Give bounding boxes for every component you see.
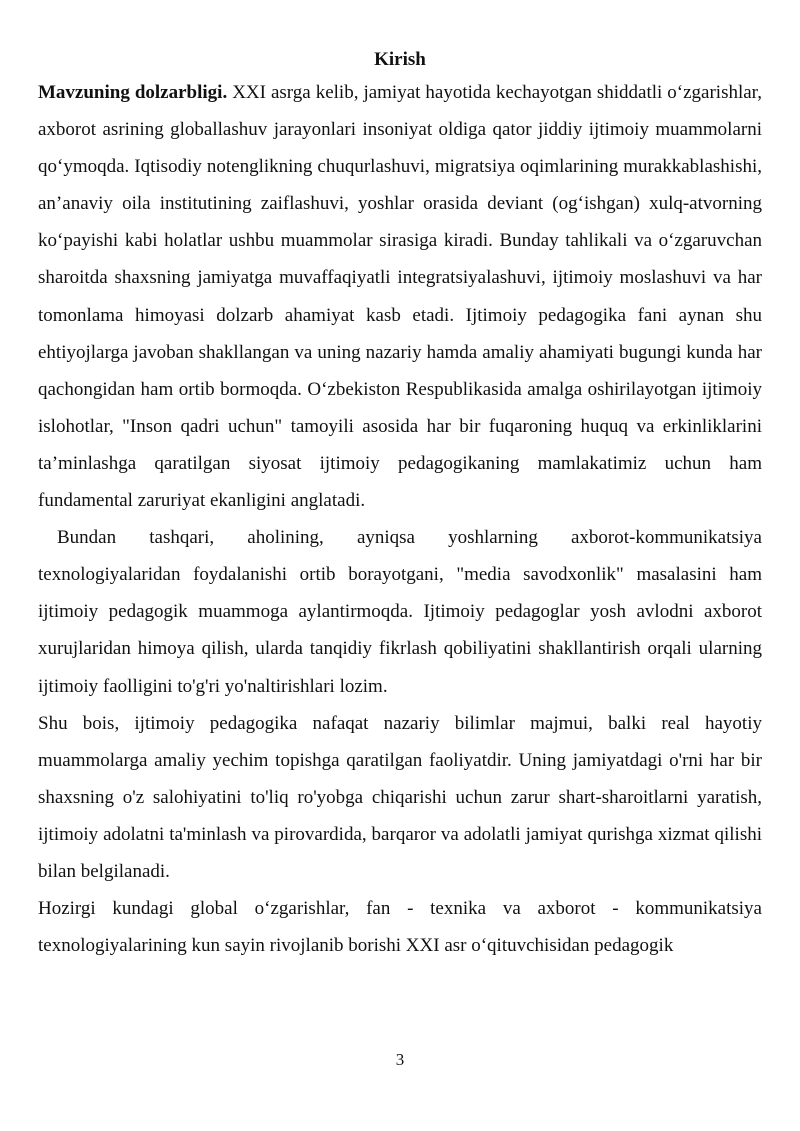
paragraph-social-pedagogy-role: Shu bois, ijtimoiy pedagogika nafaqat nazariy bilimlar majmui, balki real hayotiy muammolarga amaliy yechim topishga qaratilgan faoliyatdir. Uning jamiyatdagi o'rni har bir shaxsning o'z salohiyatini to'liq ro'yobga chiqarishi uchun zarur shart-sharoitlarni yaratish, ijtimoiy adolatni ta'minlash va pirovardida, barqaror va adolatli jamiyat qurishga xizmat qilishi bilan belgilanadi. xyxy=(38,712,762,882)
paragraph-global-changes: Hozirgi kundagi global oʻzgarishlar, fan - texnika va axborot - kommunikatsiya texnologiyalarining kun sayin rivojlanib borishi XXI asr oʻqituvchisidan pedagogik xyxy=(38,898,762,957)
paragraph-relevance xyxy=(38,74,762,519)
paragraph-text: XXI asrga kelib, jamiyat hayotida kechayotgan shiddatli oʻzgarishlar, axborot asrining globallashuv jarayonlari insoniyat oldiga qator jiddiy ijtimoiy muammolarni qoʻymoqda. Iqtisodiy notenglikning chuqurlashuvi, migratsiya oqimlarining murakkablashishi, an’anaviy oila institutining zaiflashuvi, yoshlar orasida deviant (ogʻishgan) xulq-atvorning koʻpayishi kabi holatlar ushbu muammolar sirasiga kiradi. Bunday tahlikali va oʻzgaruvchan sharoitda shaxsning jamiyatga muvaffaqiyatli integratsiyalashuvi, ijtimoiy moslashuvi va har tomonlama himoyasi dolzarb ahamiyat kasb etadi. Ijtimoiy pedagogika fani aynan shu ehtiyojlarga javoban shakllangan va uning nazariy hamda amaliy ahamiyati bugungi kunda har qachongidan ham ortib bormoqda. Oʻzbekiston Respublikasida amalga oshirilayotgan ijtimoiy islohotlar, "Inson qadri uchun" tamoyili asosida har bir fuqaroning huquq va erkinliklarini ta’minlashga qaratilgan siyosat ijtimoiy pedagogikaning mamlakatimiz uchun ham fundamental zaruriyat ekanligini anglatadi. xyxy=(38,82,762,512)
section-heading: Kirish xyxy=(374,49,426,70)
paragraph-media-literacy: Bundan tashqari, aholining, ayniqsa yoshlarning axborot-kommunikatsiya texnologiyalaridan foydalanishi ortib borayotgani, "media savodxonlik" masalasini ham ijtimoiy pedagogik muammoga aylantirmoqda. Ijtimoiy pedagoglar yosh avlodni axborot xurujlaridan himoya qilish, ularda tanqidiy fikrlash qobiliyatini shakllantirish orqali ularning ijtimoiy faolligini to'g'ri yo'naltirishlari lozim. xyxy=(38,527,762,697)
paragraph-lead: Mavzuning dolzarbligi. xyxy=(38,82,228,103)
page-body xyxy=(38,46,762,964)
page-number: 3 xyxy=(395,1050,405,1069)
